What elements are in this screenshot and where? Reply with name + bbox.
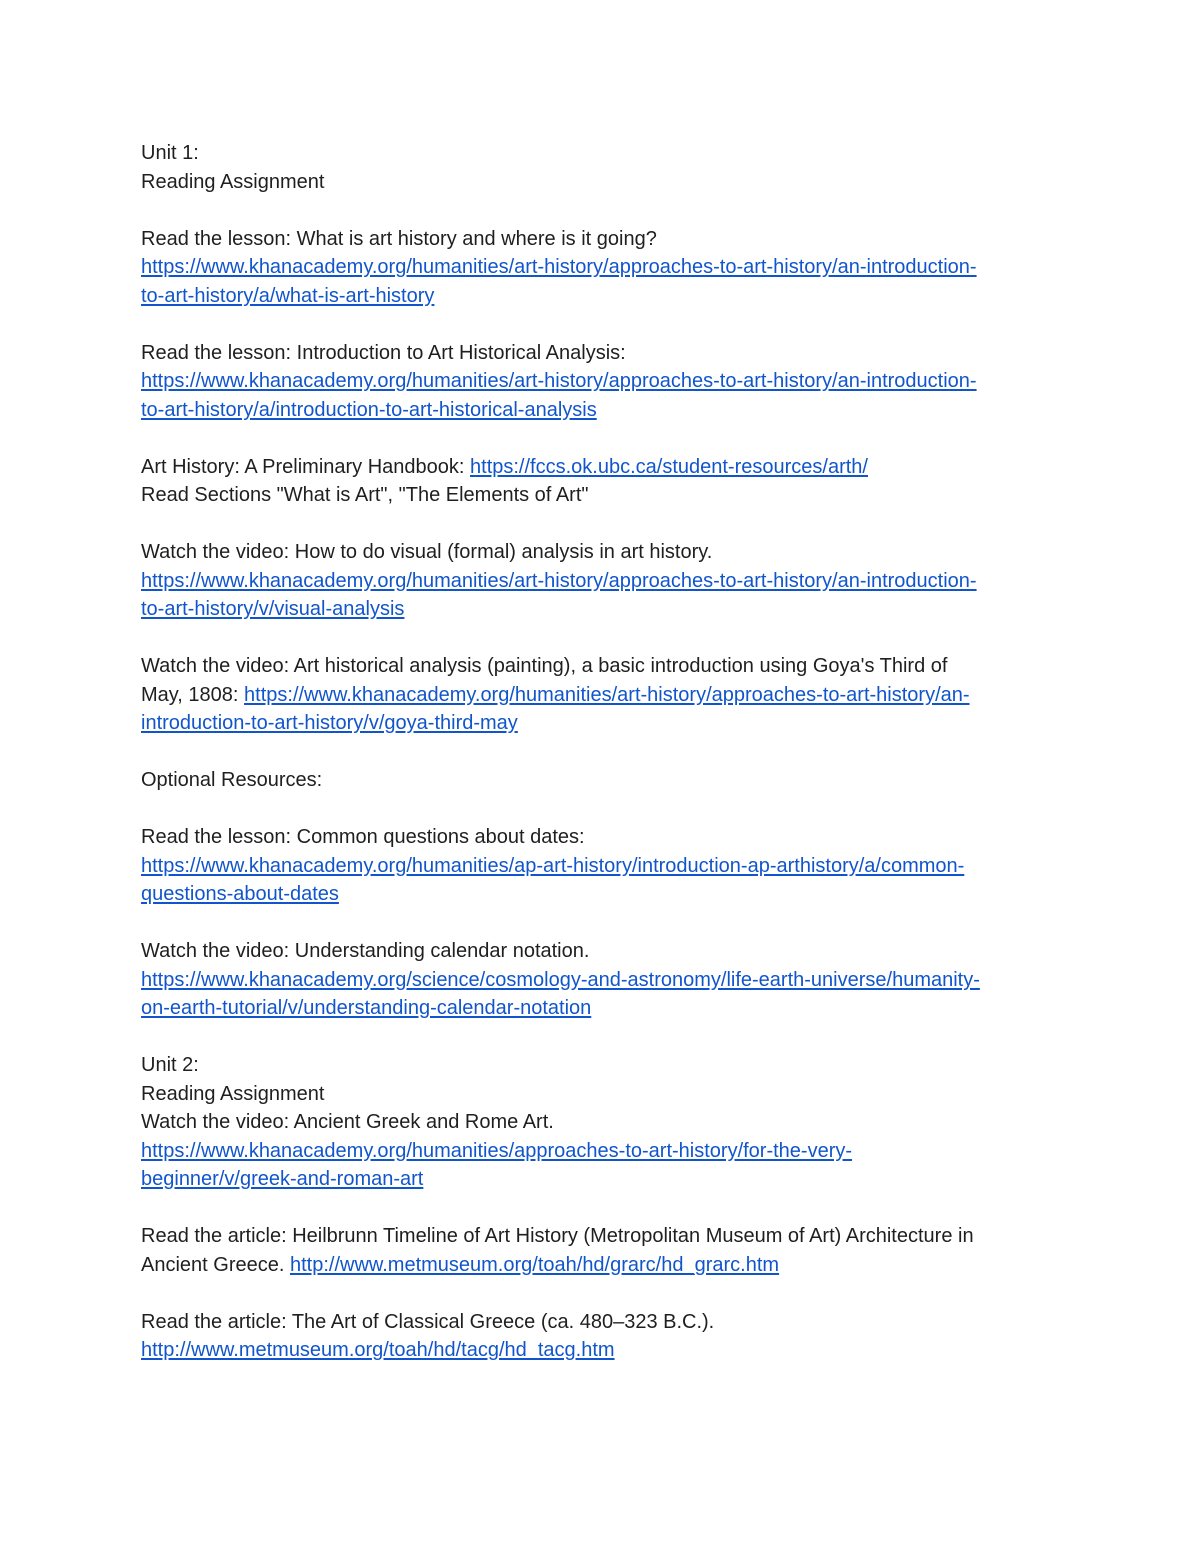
optional-item1-link[interactable]: https://www.khanacademy.org/humanities/ap-art-history/introduction-ap-arthistory/a/common- [141,854,965,877]
spacer [141,510,1053,539]
spacer [141,624,1053,653]
unit2-item2-text-line1: Read the article: Heilbrunn Timeline of Art History (Metropolitan Museum of Art) Architecture in [141,1225,974,1247]
optional-item2-link-cont[interactable]: on-earth-tutorial/v/understanding-calendar-notation [141,997,592,1019]
spacer [141,738,1053,767]
optional-item2-link-line2 [141,994,1053,1023]
unit2-item1-link-cont[interactable]: beginner/v/greek-and-roman-art [141,1168,424,1190]
spacer [141,1023,1053,1052]
spacer [141,196,1053,225]
unit1-item2-link[interactable]: https://www.khanacademy.org/humanities/art-history/approaches-to-art-history/an-introduction- [141,370,977,392]
unit1-item3-line [141,453,1053,482]
unit1-item2-link-line1 [141,367,1053,396]
document-body [141,139,1053,1365]
unit2-item3-link-line [141,1336,1053,1365]
unit2-item1-link-line2 [141,1165,1053,1194]
unit1-item5-line2 [141,681,1053,710]
unit2-item1-link-line1 [141,1137,1053,1166]
unit1-item4-link-cont[interactable]: to-art-history/v/visual-analysis [141,598,405,620]
optional-item1-link-line1 [141,852,1053,881]
optional-item2-link-line1 [141,966,1053,995]
spacer [141,310,1053,339]
unit2-item3-link[interactable]: http://www.metmuseum.org/toah/hd/tacg/hd_tacg.htm [141,1339,615,1361]
unit1-item5-text-line1: Watch the video: Art historical analysis (painting), a basic introduction using Goya's Third of [141,655,948,677]
unit2-item2-text-line2: Ancient Greece. [141,1253,290,1276]
unit1-item1-link-line1 [141,253,1053,282]
unit1-item3-text: Art History: A Preliminary Handbook: [141,455,471,478]
unit1-item4-link[interactable]: https://www.khanacademy.org/humanities/art-history/approaches-to-art-history/an-introduction- [141,569,977,592]
unit1-subheading: Reading Assignment [141,170,325,193]
unit1-item5-link[interactable]: https://www.khanacademy.org/humanities/art-history/approaches-to-art-history/an- [244,683,970,706]
unit2-item1-link[interactable]: https://www.khanacademy.org/humanities/approaches-to-art-history/for-the-very- [141,1139,853,1162]
unit1-item3-link[interactable]: https://fccs.ok.ubc.ca/student-resources/arth/ [470,455,868,478]
spacer [141,424,1053,453]
unit1-item4-link-line1 [141,567,1053,596]
optional-item1-link-line2 [141,880,1053,909]
optional-item1-link-cont[interactable]: questions-about-dates [141,883,339,905]
spacer [141,1194,1053,1223]
unit1-item2-link-line2 [141,396,1053,425]
unit1-item1-text: Read the lesson: What is art history and where is it going? [141,227,657,250]
unit2-item2-link[interactable]: http://www.metmuseum.org/toah/hd/grarc/hd_grarc.htm [289,1253,780,1276]
unit1-heading: Unit 1: [141,142,199,164]
unit2-item1-text: Watch the video: Ancient Greek and Rome Art. [141,1111,554,1133]
unit2-item3-text: Read the article: The Art of Classical Greece (ca. 480–323 B.C.). [141,1310,715,1333]
unit1-item3-note: Read Sections "What is Art", "The Elements of Art" [141,484,589,506]
unit1-item2-text: Read the lesson: Introduction to Art Historical Analysis: [141,341,626,364]
unit2-item2-line2 [141,1251,1053,1280]
unit1-item1-link-line2 [141,282,1053,311]
unit1-item4-text: Watch the video: How to do visual (formal) analysis in art history. [141,541,713,563]
spacer [141,909,1053,938]
unit1-item1-link-cont[interactable]: to-art-history/a/what-is-art-history [141,284,435,307]
unit1-item5-link-cont[interactable]: introduction-to-art-history/v/goya-third-may [141,712,518,734]
optional-resources-heading: Optional Resources: [141,769,323,791]
unit2-heading: Unit 2: [141,1054,199,1076]
unit1-item4-link-line2 [141,595,1053,624]
optional-item1-text: Read the lesson: Common questions about dates: [141,826,585,848]
unit1-item5-text-line2: May, 1808: [141,683,245,706]
spacer [141,795,1053,824]
unit1-item2-link-cont[interactable]: to-art-history/a/introduction-to-art-historical-analysis [141,398,597,421]
optional-item2-link[interactable]: https://www.khanacademy.org/science/cosmology-and-astronomy/life-earth-universe/humanity- [141,968,980,991]
unit2-subheading: Reading Assignment [141,1082,325,1105]
unit1-item5-link-line2 [141,709,1053,738]
optional-item2-text: Watch the video: Understanding calendar notation. [141,940,590,962]
unit1-item1-link[interactable]: https://www.khanacademy.org/humanities/art-history/approaches-to-art-history/an-introduction- [141,256,977,278]
spacer [141,1279,1053,1308]
